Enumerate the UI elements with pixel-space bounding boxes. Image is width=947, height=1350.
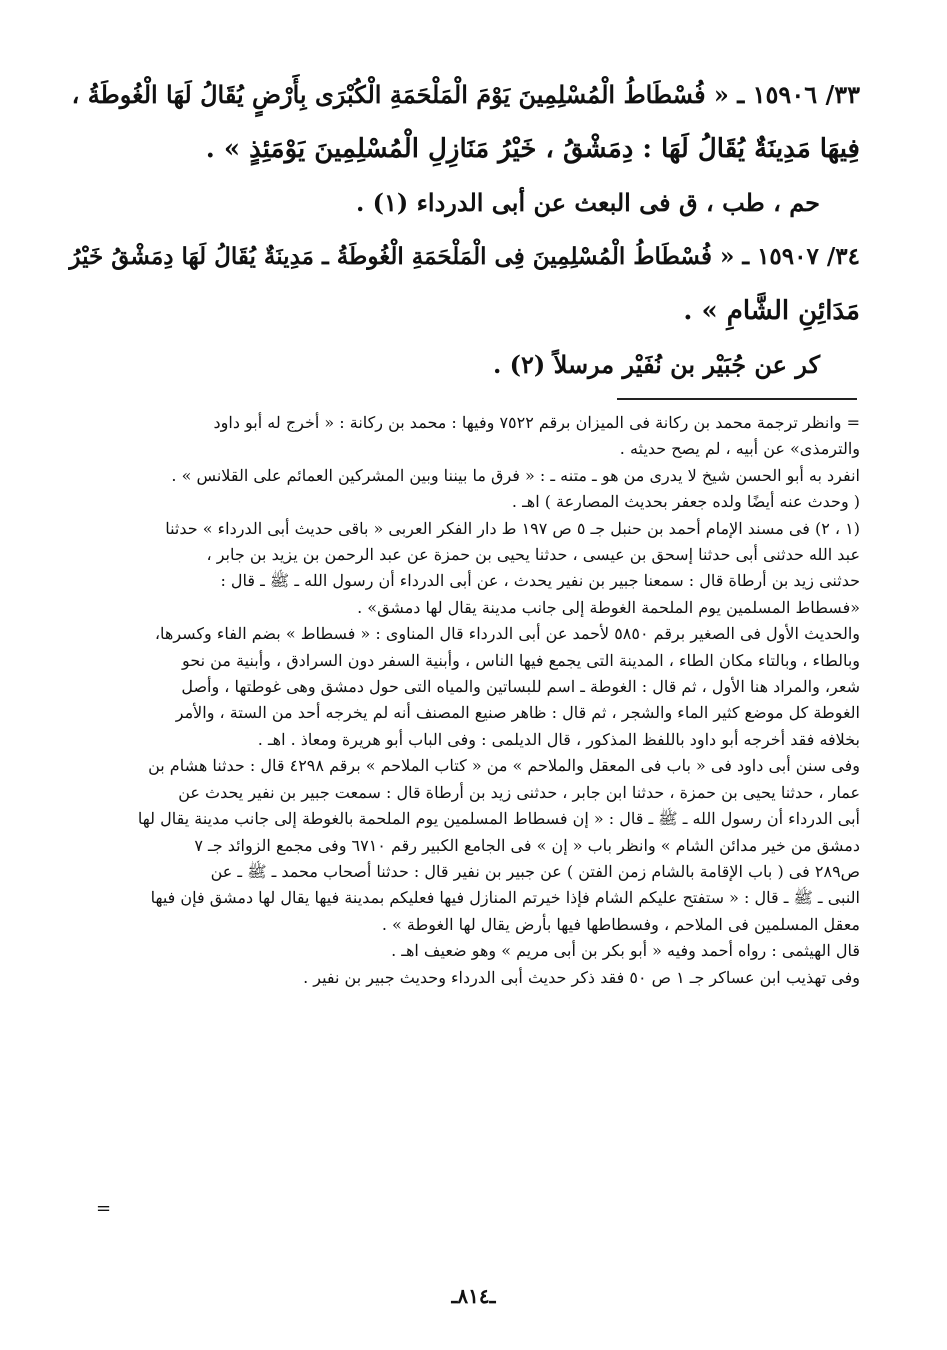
footnote-line: عبد الله حدثنى أبى حدثنا إسحق بن عيسى ، حدثنا يحيى بن حمزة عن عبد الرحمن بن يزيد بن جابر ، bbox=[206, 545, 860, 565]
footnote-line: والترمذى» عن أبيه ، لم يصح حديثه . bbox=[619, 439, 860, 459]
hadith-source-line: حم ، طب ، ق فى البعث عن أبى الدرداء (١) . bbox=[355, 188, 820, 217]
footnote-line: «فسطاط المسلمين يوم الملحمة الغوطة إلى جانب مدينة يقال لها دمشق» . bbox=[357, 597, 860, 617]
footnote-line: عمار ، حدثنا يحيى بن حمزة ، حدثنا ابن جابر ، حدثنى زيد بن أرطاة قال : سمعت جبير بن نفير يحدث عن bbox=[178, 782, 860, 802]
footnote-line: انفرد به أبو الحسن شيخ لا يدرى من هو ـ متنه ـ : « فرق ما بيننا وبين المشركين العمائم على القلانس » . bbox=[171, 465, 860, 485]
hadith-line: فِيهَا مَدِينَةٌ يُقَالُ لَهَا : دِمَشْقُ ، خَيْرُ مَنَازِلِ الْمُسْلِمِينَ يَوْمَئِذٍ » . bbox=[205, 134, 860, 164]
footnote-separator bbox=[617, 398, 857, 400]
page-number: ـ٨١٤ـ bbox=[451, 1284, 496, 1308]
footnote-line: وبالطاء ، وبالتاء مكان الطاء ، المدينة التى يجمع فيها الناس ، وأبنية السفر دون السرادق ، وأبنية من نحو bbox=[182, 650, 860, 670]
hadith-source-line: كر عن جُبَيْر بن نُفَيْر مرسلاً (٢) . bbox=[492, 350, 820, 379]
footnotes bbox=[70, 410, 860, 991]
footnote-line: = وانظر ترجمة محمد بن ركانة فى الميزان برقم ٧٥٢٢ وفيها : محمد بن ركانة : « أخرج له أبو داود bbox=[213, 413, 860, 432]
footnote-line: وفى تهذيب ابن عساكر جـ ١ ص ٥٠ فقد ذكر حديث أبى الدرداء وحديث جبير بن نفير . bbox=[303, 967, 860, 987]
footnote-line: النبى ـ ﷺ ـ قال : « ستفتح عليكم الشام فإذا خيرتم المنازل فيها فعليكم بمدينة فيها يقال لها دمشق فإن فيها bbox=[150, 888, 860, 908]
footnote-line: الغوطة كل موضع كثير الماء والشجر ، ثم قال : ظاهر صنيع المصنف أنه لم يخرجه أحد من الستة ، والأمر bbox=[175, 703, 860, 723]
hadith-line: ٣٣/ ١٥٩٠٦ ـ « فُسْطَاطُ الْمُسْلِمِينَ يَوْمَ الْمَلْحَمَةِ الْكُبْرَى بِأَرْضٍ يُقَالُ لَهَا الْغُوطَةُ ، bbox=[71, 80, 860, 109]
continuation-mark: = bbox=[96, 1198, 112, 1219]
footnote-line: (١ ، ٢) فى مسند الإمام أحمد بن حنبل جـ ٥ ص ١٩٧ ط دار الفكر العربى « باقى حديث أبى الدرداء » حدثنا bbox=[165, 518, 860, 538]
hadith-section bbox=[70, 68, 860, 392]
footnote-line: قال الهيثمى : رواه أحمد وفيه « أبو بكر بن أبى مريم » وهو ضعيف اهـ . bbox=[391, 941, 860, 961]
footnote-line: معقل المسلمين فى الملاحم ، وفسطاطها فيها بأرض يقال لها الغوطة » . bbox=[381, 914, 860, 934]
footnote-line: ص٢٨٩ فى ( باب الإقامة بالشام زمن الفتن ) عن جبير بن نفير قال : حدثنا أصحاب محمد ـ ﷺ ـ عن bbox=[210, 861, 860, 881]
hadith-line: ٣٤/ ١٥٩٠٧ ـ « فُسْطَاطُ الْمُسْلِمِينَ فِى الْمَلْحَمَةِ الْغُوطَةُ ـ مَدِينَةٌ يُقَالُ لَهَا دِمَشْقُ خَيْرُ bbox=[69, 243, 860, 270]
footnote-line: بخلافه فقد أخرجه أبو داود باللفظ المذكور ، قال الديلمى : وفى الباب أبو هريرة ومعاذ . اهـ . bbox=[257, 729, 860, 749]
footnote-line: دمشق من خير مدائن الشام » وانظر باب « إن » فى الجامع الكبير رقم ٦٧١٠ وفى مجمع الزوائد جـ ٧ bbox=[194, 835, 860, 855]
footnote-line: وفى سنن أبى داود فى « باب فى المعقل والملاحم » من « كتاب الملاحم » برقم ٤٢٩٨ قال : حدثنا هشام بن bbox=[148, 756, 860, 776]
hadith-line: مَدَائِنِ الشَّامِ » . bbox=[683, 296, 860, 326]
footnote-line: ( وحدث عنه أيضًا ولده جعفر بحديث المصارعة ) اهـ . bbox=[511, 492, 860, 512]
footnote-line: شعر، والمراد هنا الأول ، ثم قال : الغوطة ـ اسم للبساتين والمياه التى حول دمشق وهى غوطتها ، وأصل bbox=[181, 677, 860, 697]
footnote-line: أبى الدرداء أن رسول الله ـ ﷺ ـ قال : « إن فسطاط المسلمين يوم الملحمة بالغوطة إلى جانب مدينة يقال لها bbox=[137, 809, 860, 829]
footnote-line: حدثنى زيد بن أرطاة قال : سمعنا جبير بن نفير يحدث ، عن أبى الدرداء أن رسول الله ـ ﷺ ـ قال : bbox=[220, 571, 860, 591]
footnote-line: والحديث الأول فى الصغير برقم ٥٨٥٠ لأحمد عن أبى الدرداء قال المناوى : « فسطاط » بضم الفاء وكسرها، bbox=[154, 624, 860, 644]
